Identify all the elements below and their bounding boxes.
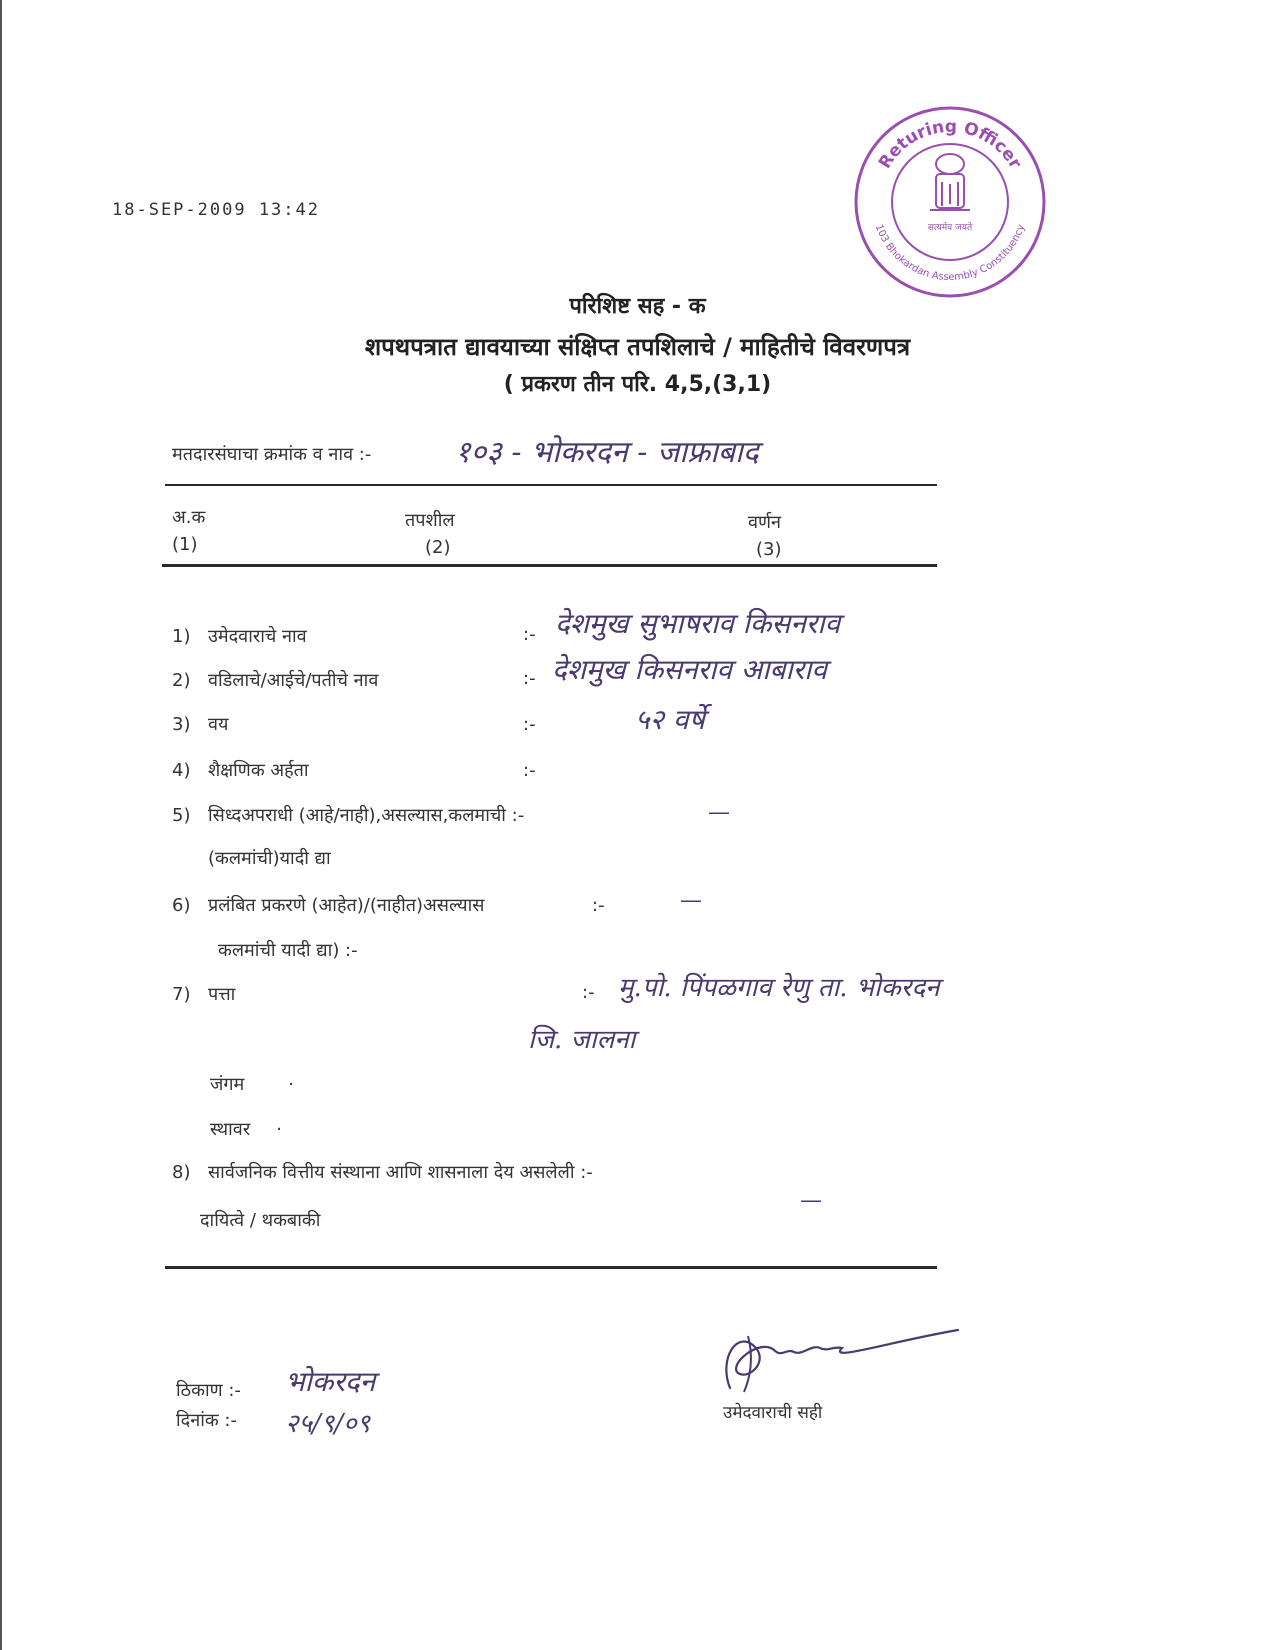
row-label: शैक्षणिक अर्हता — [208, 760, 309, 781]
row-label: उमेदवाराचे नाव — [208, 626, 307, 647]
parent-name-value: देशमुख किसनराव आबाराव — [552, 653, 827, 686]
row-label: सार्वजनिक वित्तीय संस्थाना आणि शासनाला देय असलेली :- — [208, 1162, 593, 1183]
returning-officer-stamp — [850, 102, 1050, 297]
col-serial-num: (1) — [172, 534, 198, 555]
emblem-icon — [930, 154, 970, 210]
table-row: 2) वडिलाचे/आईचे/पतीचे नाव — [172, 670, 379, 691]
row-label-continued: (कलमांची)यादी द्या — [208, 848, 331, 869]
col-description-num: (3) — [756, 539, 782, 560]
age-value: ५२ वर्षे — [635, 703, 705, 736]
movable-assets-label: जंगम · — [210, 1074, 294, 1095]
row-label: वय — [208, 714, 229, 735]
row-colon: :- — [523, 760, 536, 781]
candidate-name-value: देशमुख सुभाषराव किसनराव — [555, 607, 841, 640]
table-row: 5) सिध्दअपराधी (आहे/नाही),असल्यास,कलमाची :- — [172, 805, 525, 826]
table-row: 8) सार्वजनिक वित्तीय संस्थाना आणि शासनाला देय असलेली :- — [172, 1162, 593, 1183]
date-label: दिनांक :- — [176, 1410, 237, 1431]
signature-caption: उमेदवाराची सही — [723, 1403, 823, 1423]
form-subtitle: ( प्रकरण तीन परि. 4,5,(3,1) — [503, 372, 772, 397]
pending-cases-value: — — [680, 888, 702, 913]
table-row: 1) उमेदवाराचे नाव — [172, 626, 307, 647]
row-label: वडिलाचे/आईचे/पतीचे नाव — [208, 670, 379, 691]
stamp-ring-top-text: Returing Officer — [874, 116, 1026, 173]
row-colon: :- — [592, 895, 605, 916]
row-colon: :- — [582, 982, 595, 1003]
row-colon: :- — [523, 624, 536, 645]
candidate-signature — [708, 1318, 978, 1398]
constituency-value: १०३ - भोकरदन - जाफ्राबाद — [455, 435, 759, 470]
annexure-title: परिशिष्ट सह - क — [569, 294, 706, 319]
table-row: 4) शैक्षणिक अर्हता — [172, 760, 309, 781]
row-label: सिध्दअपराधी (आहे/नाही),असल्यास,कलमाची :- — [208, 805, 525, 826]
col-details-num: (2) — [425, 537, 451, 558]
table-row: 3) वय — [172, 714, 229, 735]
row-label-continued: दायित्वे / थकबाकी — [200, 1210, 321, 1231]
divider-header — [162, 564, 937, 567]
col-details-header: तपशील — [405, 510, 455, 531]
stamp-ring-bottom-text: 103 Bhokardan Assembly Constituency — [872, 223, 1028, 284]
table-row: 6) प्रलंबित प्रकरणे (आहेत)/(नाहीत)असल्यास — [172, 895, 485, 916]
liabilities-value: — — [800, 1188, 822, 1213]
page-edge — [0, 0, 2, 1650]
emblem-motto: सत्यमेव जयते — [927, 223, 973, 233]
row-colon: :- — [523, 668, 536, 689]
table-row: 7) पत्ता — [172, 984, 236, 1005]
immovable-assets-label: स्थावर · — [210, 1119, 282, 1140]
fax-timestamp: 18-SEP-2009 13:42 — [112, 200, 320, 220]
place-value: भोकरदन — [285, 1365, 376, 1398]
row-label: प्रलंबित प्रकरणे (आहेत)/(नाहीत)असल्यास — [208, 895, 485, 916]
form-title: शपथपत्रात द्यावयाच्या संक्षिप्त तपशिलाचे / माहितीचे विवरणपत्र — [364, 333, 911, 361]
divider-bottom — [165, 1266, 937, 1269]
divider-top — [165, 484, 937, 486]
convictions-value: — — [708, 800, 730, 825]
row-label: पत्ता — [208, 984, 236, 1005]
address-value: मु.पो. पिंपळगाव रेणु ता. भोकरदन — [618, 973, 940, 1003]
col-description-header: वर्णन — [748, 512, 782, 533]
constituency-label: मतदारसंघाचा क्रमांक व नाव :- — [172, 444, 372, 465]
col-serial-header: अ.क — [172, 507, 206, 528]
row-label-continued: कलमांची यादी द्या) :- — [218, 940, 358, 961]
date-value: २५/९/०९ — [285, 1409, 371, 1439]
place-label: ठिकाण :- — [176, 1380, 241, 1401]
row-colon: :- — [523, 714, 536, 735]
address-value-line2: जि. जालना — [528, 1025, 636, 1055]
